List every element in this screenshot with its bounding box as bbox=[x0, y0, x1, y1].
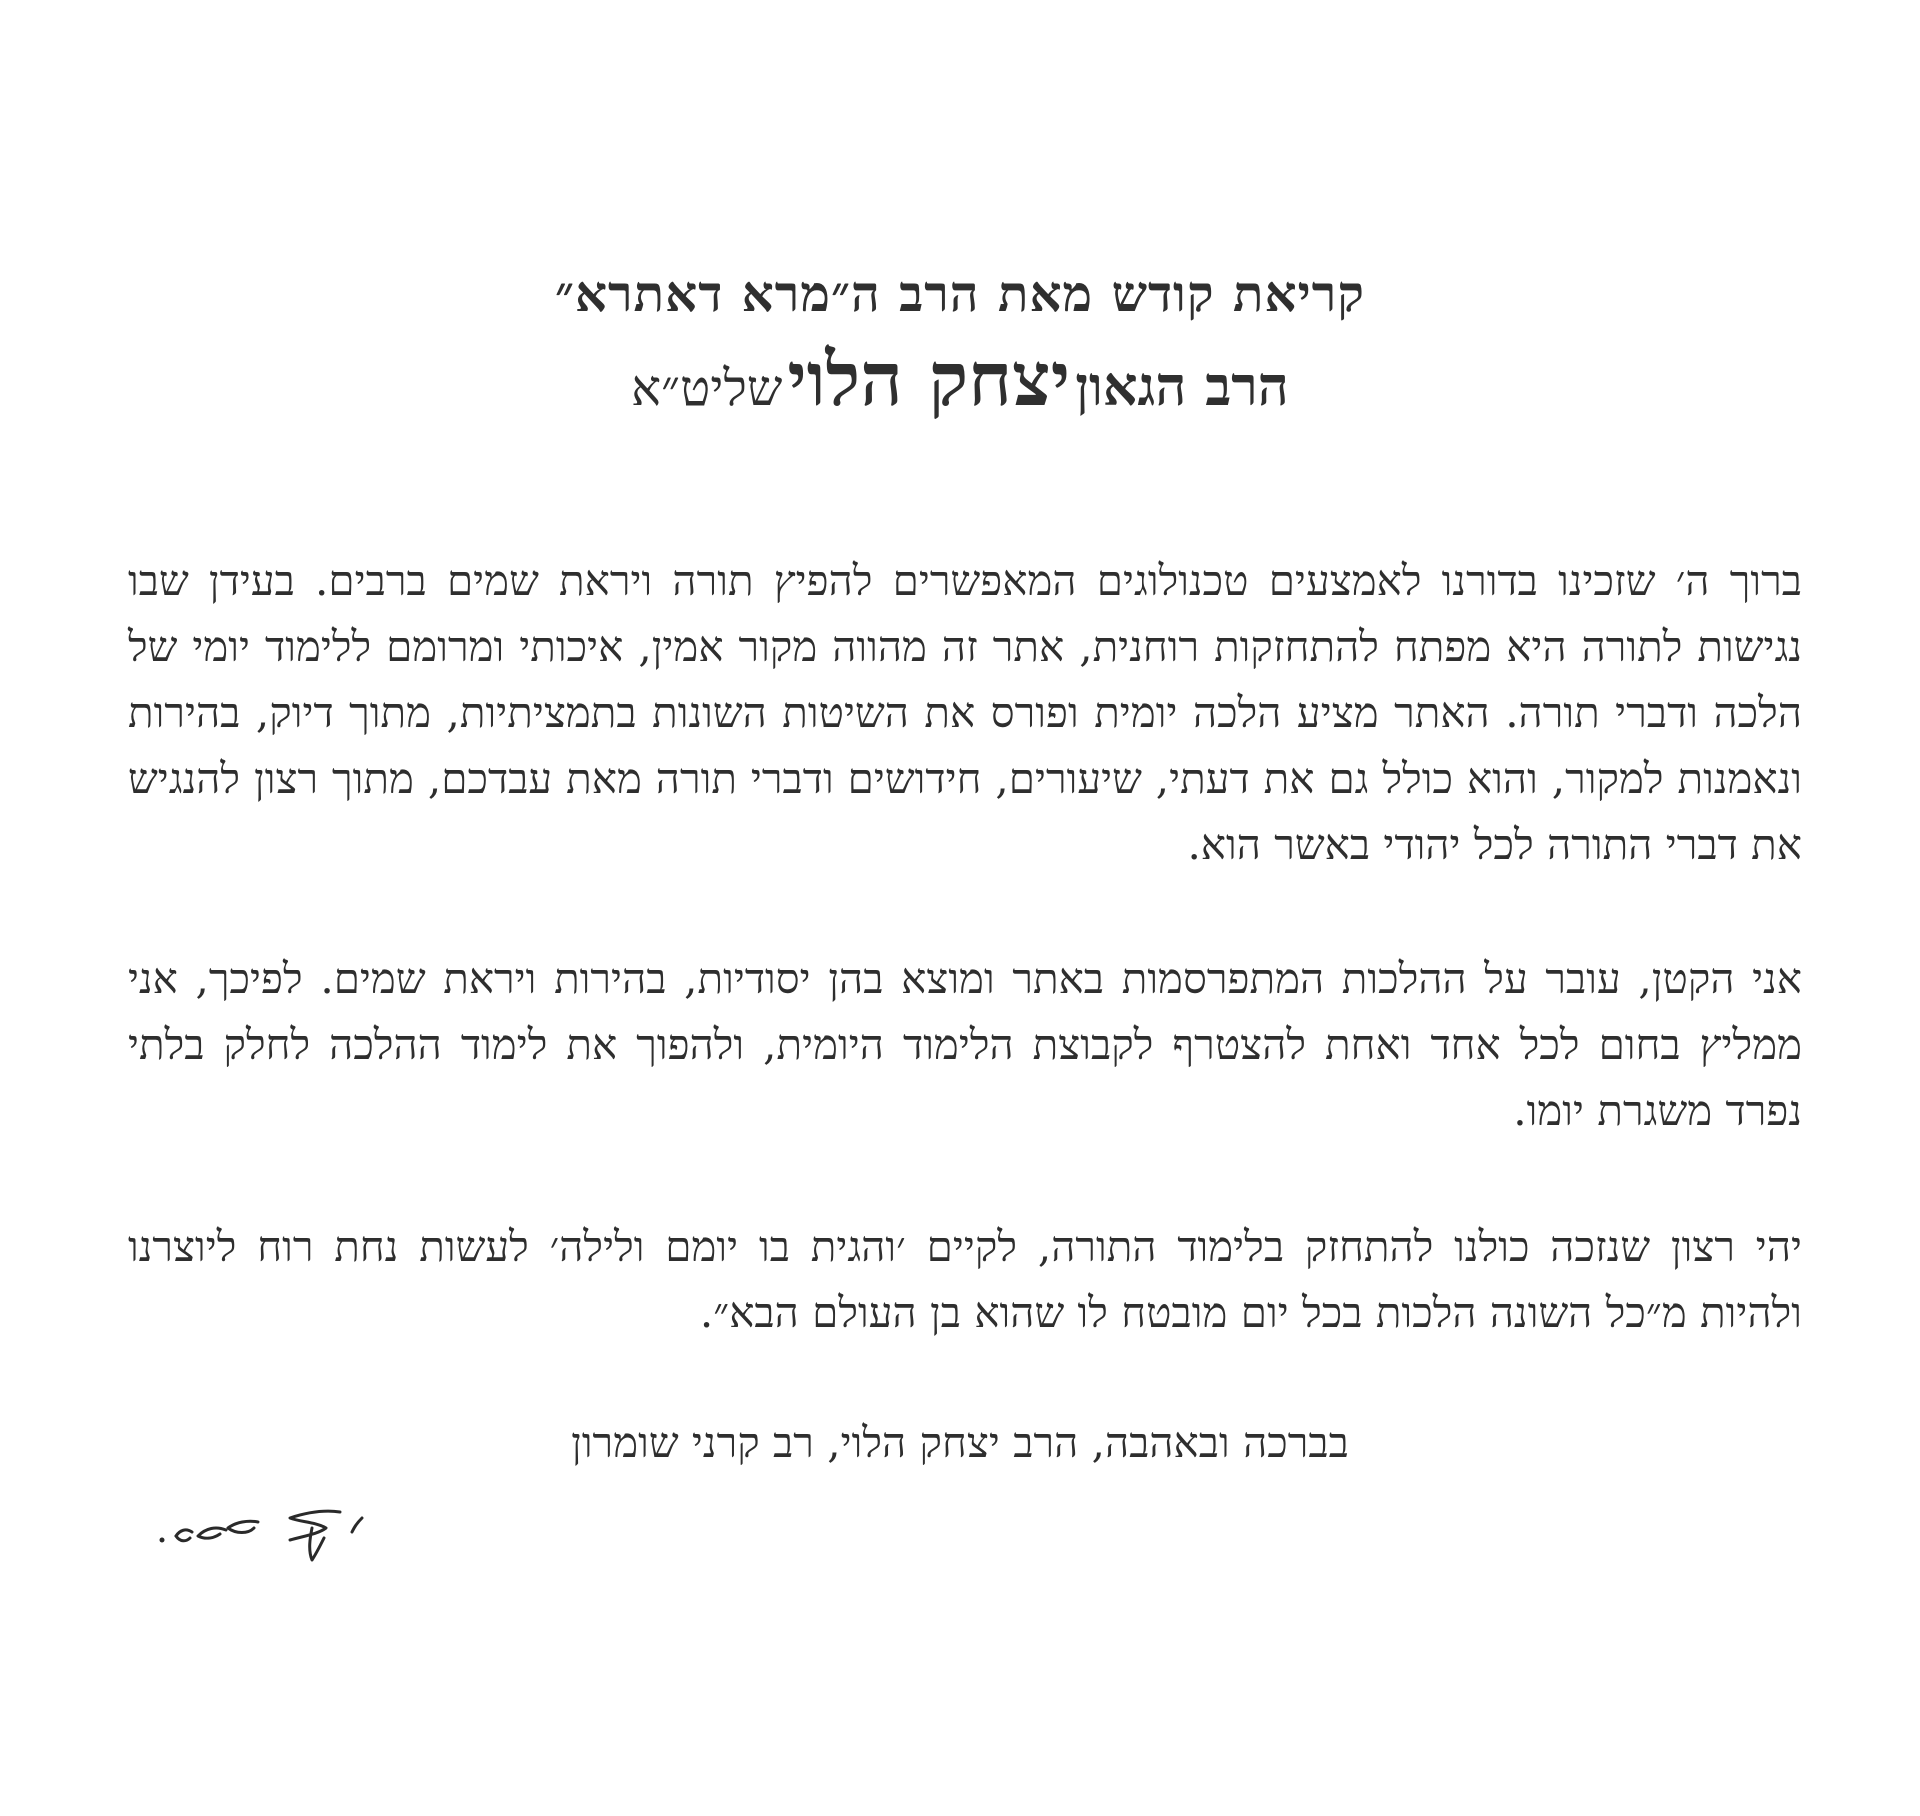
letter-paragraph-3: יהי רצון שנזכה כולנו להתחזק בלימוד התורה, לקיים ׳והגית בו יומם ולילה׳ לעשות נחת רוח ליוצרנו ולהיות מ״כל השונה הלכות בכל יום מובטח לו שהוא בן העולם הבא״. bbox=[128, 1222, 1802, 1337]
rabbi-name: יצחק הלוי bbox=[787, 337, 1071, 423]
rabbi-suffix: שליט״א bbox=[631, 359, 783, 417]
page-title: קריאת קודש מאת הרב ה״מרא דאתרא״ bbox=[554, 264, 1366, 323]
rabbi-honorific: הרב הגאון bbox=[1075, 354, 1289, 418]
closing-line: בברכה ובאהבה, הרב יצחק הלוי, רב קרני שומרון bbox=[571, 1418, 1349, 1467]
letter-header bbox=[0, 262, 1920, 438]
handwritten-signature bbox=[140, 1488, 380, 1588]
rabbi-title bbox=[0, 337, 1920, 438]
letter-paragraph-2: אני הקטן, עובר על ההלכות המתפרסמות באתר ומוצא בהן יסודיות, בהירות ויראת שמים. לפיכך, אני ממליץ בחום לכל אחד ואחת להצטרף לקבוצת הלימוד היומית, ולהפוך את לימוד ההלכה לחלק בלתי נפרד משגרת יומו. bbox=[128, 954, 1802, 1135]
letter-paragraph-1: ברוך ה׳ שזכינו בדורנו לאמצעים טכנולוגים המאפשרים להפיץ תורה ויראת שמים ברבים. בעידן שבו נגישות לתורה היא מפתח להתחזקות רוחנית, אתר זה מהווה מקור אמין, איכותי ומרומם ללימוד יומי של הלכה ודברי תורה. האתר מציע הלכה יומית ופורס את השיטות השונות בתמציתיות, מתוך דיוק, בהירות ונאמנות למקור, והוא כולל גם את דעתי, שיעורים, חידושים ודברי תורה מאת עבדכם, מתוך רצון להנגיש את דברי התורה לכל יהודי באשר הוא. bbox=[128, 556, 1802, 869]
